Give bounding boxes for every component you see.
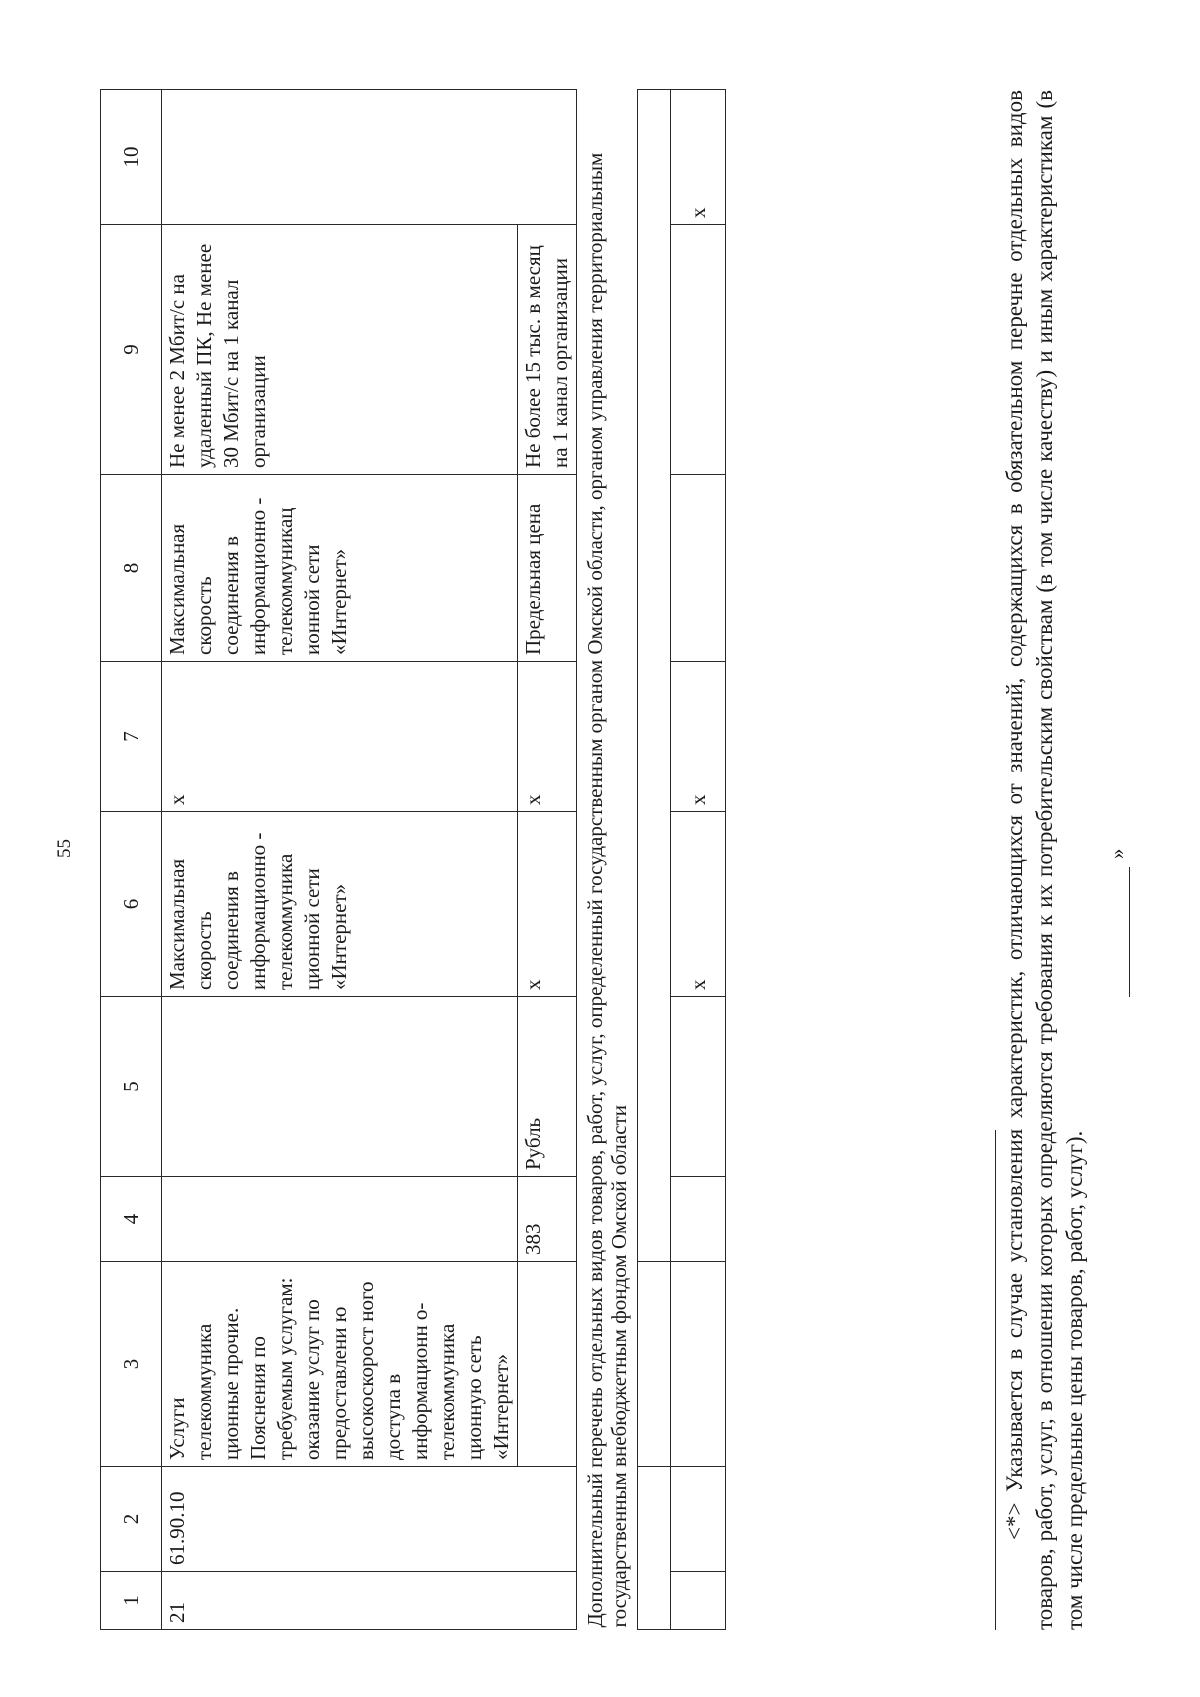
empty-cell bbox=[671, 475, 726, 662]
unit-name-cell bbox=[162, 997, 518, 1177]
header-cell: 9 bbox=[101, 225, 162, 475]
table-row bbox=[577, 90, 638, 1630]
table-row bbox=[638, 90, 671, 1630]
characteristic-cell: Максимальная скорость соединения в информационно - телекоммуника ционной сети «Интернет» bbox=[162, 812, 518, 997]
justification-cell bbox=[162, 90, 577, 225]
okpd-code-cell: 61.90.10 bbox=[162, 1467, 577, 1572]
value-cell: Не менее 2 Мбит/с на удаленный ПК, Не менее 30 Мбит/с на 1 канал организации bbox=[162, 225, 518, 475]
characteristic-cell: Предельная цена bbox=[518, 475, 577, 662]
unit-code-cell: 383 bbox=[518, 1177, 577, 1262]
table-header-row bbox=[101, 90, 162, 1630]
value-cell: x bbox=[518, 662, 577, 812]
value-cell: x bbox=[671, 90, 726, 225]
unit-code-cell bbox=[162, 1177, 518, 1262]
value-cell: Не более 15 тыс. в месяц на 1 канал организации bbox=[518, 225, 577, 475]
characteristic-cell: Максимальная скорость соединения в информационно - телекоммуникац ионной сети «Интернет» bbox=[162, 475, 518, 662]
header-cell: 10 bbox=[101, 90, 162, 225]
header-cell: 7 bbox=[101, 662, 162, 812]
header-cell: 6 bbox=[101, 812, 162, 997]
footnote-separator bbox=[995, 1130, 996, 1630]
header-cell: 1 bbox=[101, 1572, 162, 1630]
header-cell: 8 bbox=[101, 475, 162, 662]
requirements-table bbox=[100, 89, 726, 1630]
table-row bbox=[518, 90, 577, 1630]
characteristic-cell: x bbox=[518, 812, 577, 997]
empty-cell bbox=[671, 1262, 726, 1467]
value-cell: x bbox=[671, 662, 726, 812]
empty-cell bbox=[638, 1262, 671, 1467]
header-cell: 5 bbox=[101, 997, 162, 1177]
empty-cell bbox=[638, 90, 671, 1262]
empty-cell bbox=[671, 1177, 726, 1262]
table-row bbox=[671, 90, 726, 1630]
empty-cell bbox=[671, 1572, 726, 1630]
empty-cell bbox=[671, 997, 726, 1177]
empty-cell bbox=[638, 1467, 671, 1630]
additional-list-note: Дополнительный перечень отдельных видов товаров, работ, услуг, определенный государственным органом Омской области, органом управления территориальным государственным внебюджетным фондом Омской области bbox=[577, 90, 638, 1630]
page-number: 55 bbox=[54, 839, 75, 858]
footnote bbox=[1000, 90, 1090, 1630]
item-name-cell bbox=[518, 1262, 577, 1467]
header-cell: 4 bbox=[101, 1177, 162, 1262]
item-name-cell: Услуги телекоммуника ционные прочие. Пояснения по требуемым услугам: оказание услуг по предоставлени ю высокоскорост ного доступа в информационн о-телекоммуника ционную сеть «Интернет» bbox=[162, 1262, 518, 1467]
header-cell: 3 bbox=[101, 1262, 162, 1467]
table-row bbox=[162, 90, 518, 1630]
value-cell: x bbox=[162, 662, 518, 812]
closing-line bbox=[1111, 867, 1130, 997]
value-cell: x bbox=[671, 812, 726, 997]
footnote-text: <*> Указывается в случае установления характеристик, отличающихся от значений, содержащихся в обязательном перечне отдельных видов товаров, работ, услуг, в отношении которых определяются требования к их потребительским свойствам (в том числе качеству) и иным характеристикам (в том числе предельные цены товаров, работ, услуг). bbox=[1002, 90, 1087, 1630]
closing-quote: » bbox=[1105, 848, 1129, 859]
closing-mark bbox=[1105, 849, 1130, 998]
header-cell: 2 bbox=[101, 1467, 162, 1572]
row-number-cell: 21 bbox=[162, 1572, 577, 1630]
unit-name-cell: Рубль bbox=[518, 997, 577, 1177]
empty-cell bbox=[671, 225, 726, 475]
empty-cell bbox=[671, 1467, 726, 1572]
